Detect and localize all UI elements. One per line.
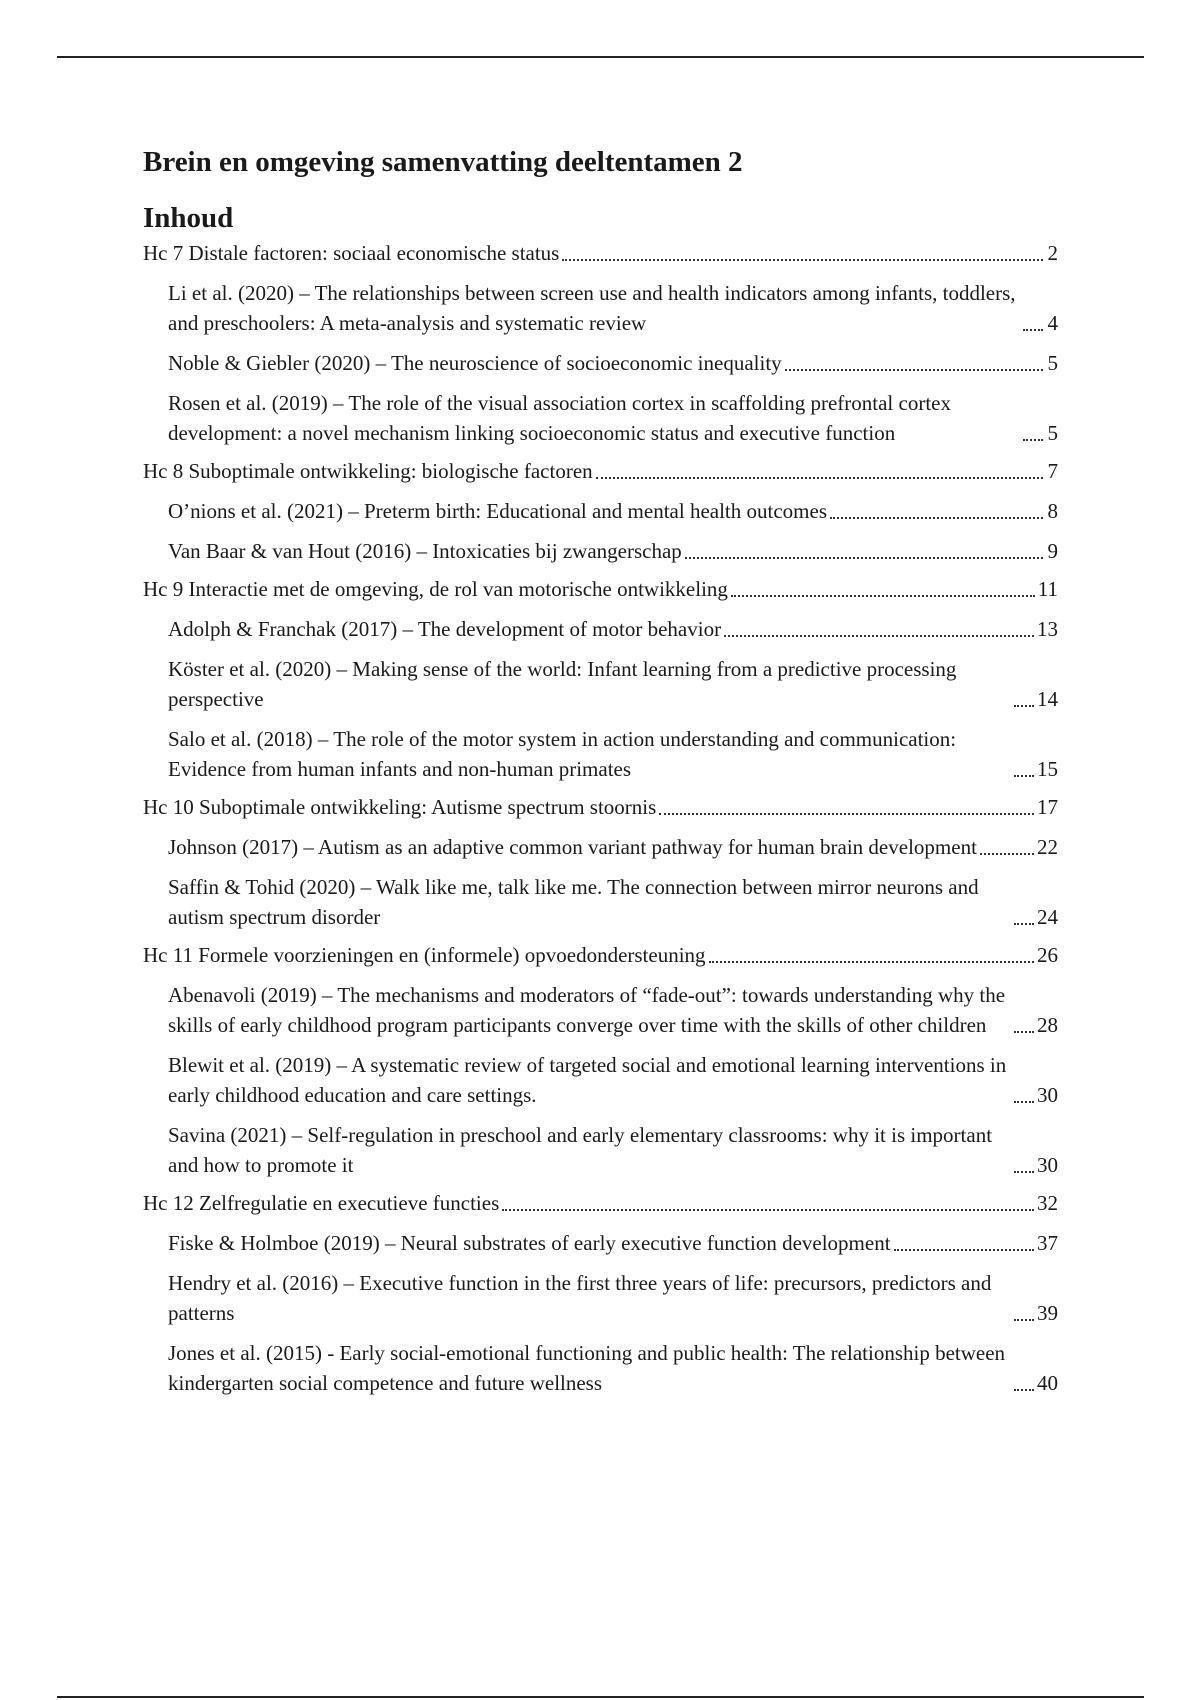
toc-page-number: 32 bbox=[1037, 1191, 1058, 1215]
toc-entry-title: Van Baar & van Hout (2016) – Intoxicaties bij zwangerschap bbox=[168, 539, 682, 563]
toc-page-number: 39 bbox=[1037, 1301, 1058, 1325]
toc-page-number: 24 bbox=[1037, 905, 1058, 929]
toc-dot-leader bbox=[685, 557, 1043, 559]
toc-heading: Inhoud bbox=[143, 202, 234, 234]
toc-dot-leader bbox=[562, 259, 1043, 261]
toc-page-number: 2 bbox=[1047, 241, 1058, 265]
toc-dot-leader bbox=[1023, 329, 1043, 331]
toc-page-number: 22 bbox=[1037, 835, 1058, 859]
toc-entry-title: O’nions et al. (2021) – Preterm birth: Educational and mental health outcomes bbox=[168, 499, 827, 523]
toc-entry-saffin-tohid-2020[interactable] bbox=[143, 872, 1058, 932]
toc-entry-salo-2018[interactable] bbox=[143, 724, 1058, 784]
page-bottom-rule bbox=[57, 1696, 1144, 1698]
toc-entry-title: Hc 10 Suboptimale ontwikkeling: Autisme spectrum stoornis bbox=[143, 795, 657, 819]
toc-dot-leader bbox=[785, 369, 1043, 371]
toc-entry-fiske-holmboe-2019[interactable] bbox=[143, 1228, 1058, 1258]
toc-entry-abenavoli-2019[interactable] bbox=[143, 980, 1058, 1040]
toc-entry-title: Jones et al. (2015) - Early social-emotional functioning and public health: The relationship between kindergarten social competence and future wellness bbox=[168, 1341, 1006, 1395]
toc-entry-hc8[interactable] bbox=[143, 456, 1058, 486]
toc-page-number: 5 bbox=[1047, 421, 1058, 445]
toc-page-number: 40 bbox=[1037, 1371, 1058, 1395]
toc-entry-van-baar-2016[interactable] bbox=[143, 536, 1058, 566]
toc-page-number: 11 bbox=[1037, 577, 1058, 601]
toc-entry-li-2020[interactable] bbox=[143, 278, 1058, 338]
toc-entry-title: Johnson (2017) – Autism as an adaptive common variant pathway for human brain development bbox=[168, 835, 977, 859]
toc-entry-title: Adolph & Franchak (2017) – The development of motor behavior bbox=[168, 617, 722, 641]
toc-dot-leader bbox=[830, 517, 1043, 519]
toc-entry-title: Fiske & Holmboe (2019) – Neural substrates of early executive function development bbox=[168, 1231, 891, 1255]
toc-entry-title: Hc 12 Zelfregulatie en executieve functies bbox=[143, 1191, 500, 1215]
toc-page-number: 7 bbox=[1047, 459, 1058, 483]
toc-page-number: 26 bbox=[1037, 943, 1058, 967]
toc-entry-title: Hc 8 Suboptimale ontwikkeling: biologische factoren bbox=[143, 459, 593, 483]
toc-dot-leader bbox=[1014, 775, 1034, 777]
toc-dot-leader bbox=[1014, 1031, 1034, 1033]
toc-page-number: 4 bbox=[1047, 311, 1058, 335]
toc-dot-leader bbox=[724, 635, 1034, 637]
toc-entry-hc7[interactable] bbox=[143, 238, 1058, 268]
toc-entry-title: Hc 7 Distale factoren: sociaal economische status bbox=[143, 241, 560, 265]
toc-page-number: 28 bbox=[1037, 1013, 1058, 1037]
toc-page-number: 13 bbox=[1037, 617, 1058, 641]
toc-page-number: 30 bbox=[1037, 1153, 1058, 1177]
toc-page-number: 14 bbox=[1037, 687, 1058, 711]
toc-entry-title: Abenavoli (2019) – The mechanisms and moderators of “fade-out”: towards understanding why the skills of early childhood program participants converge over time with the skills of other children bbox=[168, 983, 1006, 1037]
toc-dot-leader bbox=[1014, 923, 1034, 925]
toc-page-number: 8 bbox=[1047, 499, 1058, 523]
toc-entry-johnson-2017[interactable] bbox=[143, 832, 1058, 862]
toc-dot-leader bbox=[894, 1249, 1034, 1251]
toc-entry-noble-giebler-2020[interactable] bbox=[143, 348, 1058, 378]
toc-dot-leader bbox=[709, 961, 1034, 963]
toc-dot-leader bbox=[1014, 1389, 1034, 1391]
page-top-rule bbox=[57, 56, 1144, 58]
toc-dot-leader bbox=[502, 1209, 1034, 1211]
toc-dot-leader bbox=[596, 477, 1043, 479]
toc-entry-onions-2021[interactable] bbox=[143, 496, 1058, 526]
page-content bbox=[143, 140, 1058, 1398]
toc-page-number: 30 bbox=[1037, 1083, 1058, 1107]
toc-page-number: 15 bbox=[1037, 757, 1058, 781]
toc-dot-leader bbox=[1023, 439, 1043, 441]
toc-entry-rosen-2019[interactable] bbox=[143, 388, 1058, 448]
table-of-contents bbox=[143, 238, 1058, 1398]
toc-entry-title: Köster et al. (2020) – Making sense of the world: Infant learning from a predictive processing perspective bbox=[168, 657, 957, 711]
toc-entry-title: Li et al. (2020) – The relationships between screen use and health indicators among infants, toddlers, and preschoolers: A meta-analysis and systematic review bbox=[168, 281, 1016, 335]
toc-entry-title: Savina (2021) – Self-regulation in preschool and early elementary classrooms: why it is important and how to promote it bbox=[168, 1123, 993, 1177]
toc-page-number: 17 bbox=[1037, 795, 1058, 819]
document-title: Brein en omgeving samenvatting deeltentamen 2 bbox=[143, 146, 743, 178]
toc-entry-hc12[interactable] bbox=[143, 1188, 1058, 1218]
toc-entry-savina-2021[interactable] bbox=[143, 1120, 1058, 1180]
toc-entry-hc9[interactable] bbox=[143, 574, 1058, 604]
toc-entry-title: Saffin & Tohid (2020) – Walk like me, talk like me. The connection between mirror neurons and autism spectrum disorder bbox=[168, 875, 979, 929]
toc-dot-leader bbox=[1014, 1319, 1034, 1321]
toc-dot-leader bbox=[980, 853, 1034, 855]
toc-entry-jones-2015[interactable] bbox=[143, 1338, 1058, 1398]
toc-dot-leader bbox=[1014, 1101, 1034, 1103]
toc-entry-adolph-franchak-2017[interactable] bbox=[143, 614, 1058, 644]
toc-entry-blewit-2019[interactable] bbox=[143, 1050, 1058, 1110]
toc-entry-title: Blewit et al. (2019) – A systematic review of targeted social and emotional learning interventions in early childhood education and care settings. bbox=[168, 1053, 1007, 1107]
toc-page-number: 9 bbox=[1047, 539, 1058, 563]
toc-dot-leader bbox=[731, 595, 1035, 597]
toc-entry-title: Salo et al. (2018) – The role of the motor system in action understanding and communication: Evidence from human infants and non-human primates bbox=[168, 727, 957, 781]
toc-page-number: 5 bbox=[1047, 351, 1058, 375]
toc-entry-hc10[interactable] bbox=[143, 792, 1058, 822]
toc-entry-hendry-2016[interactable] bbox=[143, 1268, 1058, 1328]
toc-entry-title: Noble & Giebler (2020) – The neuroscience of socioeconomic inequality bbox=[168, 351, 782, 375]
toc-entry-hc11[interactable] bbox=[143, 940, 1058, 970]
toc-entry-title: Rosen et al. (2019) – The role of the visual association cortex in scaffolding prefrontal cortex development: a novel mechanism linking socioeconomic status and executive function bbox=[168, 391, 951, 445]
toc-page-number: 37 bbox=[1037, 1231, 1058, 1255]
toc-entry-title: Hendry et al. (2016) – Executive function in the first three years of life: precursors, predictors and patterns bbox=[168, 1271, 992, 1325]
toc-entry-title: Hc 9 Interactie met de omgeving, de rol van motorische ontwikkeling bbox=[143, 577, 728, 601]
toc-entry-title: Hc 11 Formele voorzieningen en (informele) opvoedondersteuning bbox=[143, 943, 706, 967]
toc-dot-leader bbox=[659, 813, 1034, 815]
toc-dot-leader bbox=[1014, 705, 1034, 707]
toc-entry-koster-2020[interactable] bbox=[143, 654, 1058, 714]
toc-dot-leader bbox=[1014, 1171, 1034, 1173]
